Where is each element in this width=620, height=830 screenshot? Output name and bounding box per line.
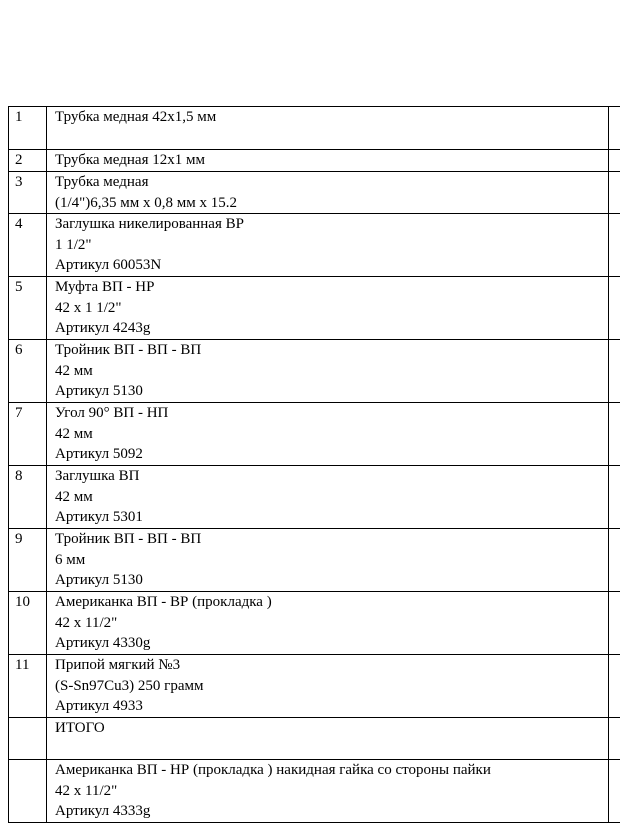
description-line: Артикул 4243g bbox=[55, 320, 151, 336]
empty-cell bbox=[608, 592, 620, 655]
description-line: Артикул 60053N bbox=[55, 257, 162, 273]
empty-cell bbox=[608, 172, 620, 214]
item-description-cell bbox=[47, 403, 609, 466]
description-line: (1/4")6,35 мм х 0,8 мм х 15.2 bbox=[55, 194, 237, 211]
items-table bbox=[8, 106, 620, 823]
row-number-cell: 6 bbox=[9, 340, 47, 403]
description-line: Припой мягкий №3 bbox=[55, 657, 181, 673]
table-row bbox=[9, 655, 620, 718]
item-description-cell bbox=[47, 214, 609, 277]
description-line: Американка ВП - ВР (прокладка ) bbox=[55, 594, 272, 610]
row-number-cell: 7 bbox=[9, 403, 47, 466]
empty-cell bbox=[608, 655, 620, 718]
description-line: Муфта ВП - НР bbox=[55, 279, 155, 295]
empty-cell bbox=[608, 107, 620, 150]
table-row bbox=[9, 277, 620, 340]
row-number-cell: 8 bbox=[9, 466, 47, 529]
table-row bbox=[9, 592, 620, 655]
description-line: Артикул 5130 bbox=[55, 383, 143, 399]
description-line: 42 мм bbox=[55, 362, 93, 379]
item-description-cell bbox=[47, 592, 609, 655]
empty-cell bbox=[608, 466, 620, 529]
description-line: 42 х 11/2" bbox=[55, 614, 118, 631]
description-line: 42 мм bbox=[55, 425, 93, 442]
description-line: Тройник ВП - ВП - ВП bbox=[55, 531, 202, 547]
description-line: Трубка медная 12х1 мм bbox=[55, 152, 205, 168]
item-description-cell bbox=[47, 760, 609, 823]
description-line: 42 х 11/2" bbox=[55, 782, 118, 799]
document-table-container bbox=[8, 106, 620, 823]
empty-cell bbox=[608, 277, 620, 340]
description-line: 42 х 1 1/2" bbox=[55, 299, 122, 316]
table-row bbox=[9, 718, 620, 760]
empty-cell bbox=[608, 760, 620, 823]
row-number-cell: 11 bbox=[9, 655, 47, 718]
row-number-cell: 10 bbox=[9, 592, 47, 655]
description-line: Артикул 5092 bbox=[55, 446, 143, 462]
description-line: 6 мм bbox=[55, 551, 86, 568]
item-description-cell bbox=[47, 172, 609, 214]
table-row bbox=[9, 214, 620, 277]
table-row bbox=[9, 403, 620, 466]
row-number-cell: 3 bbox=[9, 172, 47, 214]
row-number-cell: 2 bbox=[9, 150, 47, 172]
table-row bbox=[9, 107, 620, 150]
row-number-cell: 9 bbox=[9, 529, 47, 592]
description-line: Трубка медная bbox=[55, 174, 149, 190]
description-line: Артикул 5130 bbox=[55, 572, 143, 588]
row-number-cell: 5 bbox=[9, 277, 47, 340]
item-description-cell bbox=[47, 150, 609, 172]
description-line: 42 мм bbox=[55, 488, 93, 505]
description-line: Заглушка ВП bbox=[55, 468, 140, 484]
empty-cell bbox=[608, 150, 620, 172]
item-description-cell bbox=[47, 107, 609, 150]
row-number-cell bbox=[9, 718, 47, 760]
empty-cell bbox=[608, 529, 620, 592]
table-row bbox=[9, 760, 620, 823]
empty-cell bbox=[608, 403, 620, 466]
item-description-cell bbox=[47, 277, 609, 340]
item-description-cell bbox=[47, 529, 609, 592]
item-description-cell bbox=[47, 655, 609, 718]
description-line: 1 1/2" bbox=[55, 236, 92, 253]
description-line: Американка ВП - НР (прокладка ) накидная гайка со стороны пайки bbox=[55, 762, 491, 778]
item-description-cell bbox=[47, 718, 609, 760]
description-line: Артикул 4333g bbox=[55, 803, 151, 819]
row-number-cell: 4 bbox=[9, 214, 47, 277]
table-row bbox=[9, 340, 620, 403]
empty-cell bbox=[608, 214, 620, 277]
item-description-cell bbox=[47, 466, 609, 529]
row-number-cell: 1 bbox=[9, 107, 47, 150]
description-line: Заглушка никелированная ВР bbox=[55, 216, 244, 232]
empty-cell bbox=[608, 718, 620, 760]
row-number-cell bbox=[9, 760, 47, 823]
description-line: Артикул 4330g bbox=[55, 635, 151, 651]
description-line: ИТОГО bbox=[55, 720, 105, 736]
description-line: Артикул 5301 bbox=[55, 509, 143, 525]
description-line: Артикул 4933 bbox=[55, 698, 143, 714]
table-row bbox=[9, 150, 620, 172]
description-line: (S-Sn97Cu3) 250 грамм bbox=[55, 677, 204, 694]
table-row bbox=[9, 529, 620, 592]
empty-cell bbox=[608, 340, 620, 403]
description-line: Тройник ВП - ВП - ВП bbox=[55, 342, 202, 358]
description-line: Угол 90° ВП - НП bbox=[55, 405, 169, 421]
item-description-cell bbox=[47, 340, 609, 403]
table-row bbox=[9, 466, 620, 529]
description-line: Трубка медная 42х1,5 мм bbox=[55, 109, 217, 125]
table-row bbox=[9, 172, 620, 214]
